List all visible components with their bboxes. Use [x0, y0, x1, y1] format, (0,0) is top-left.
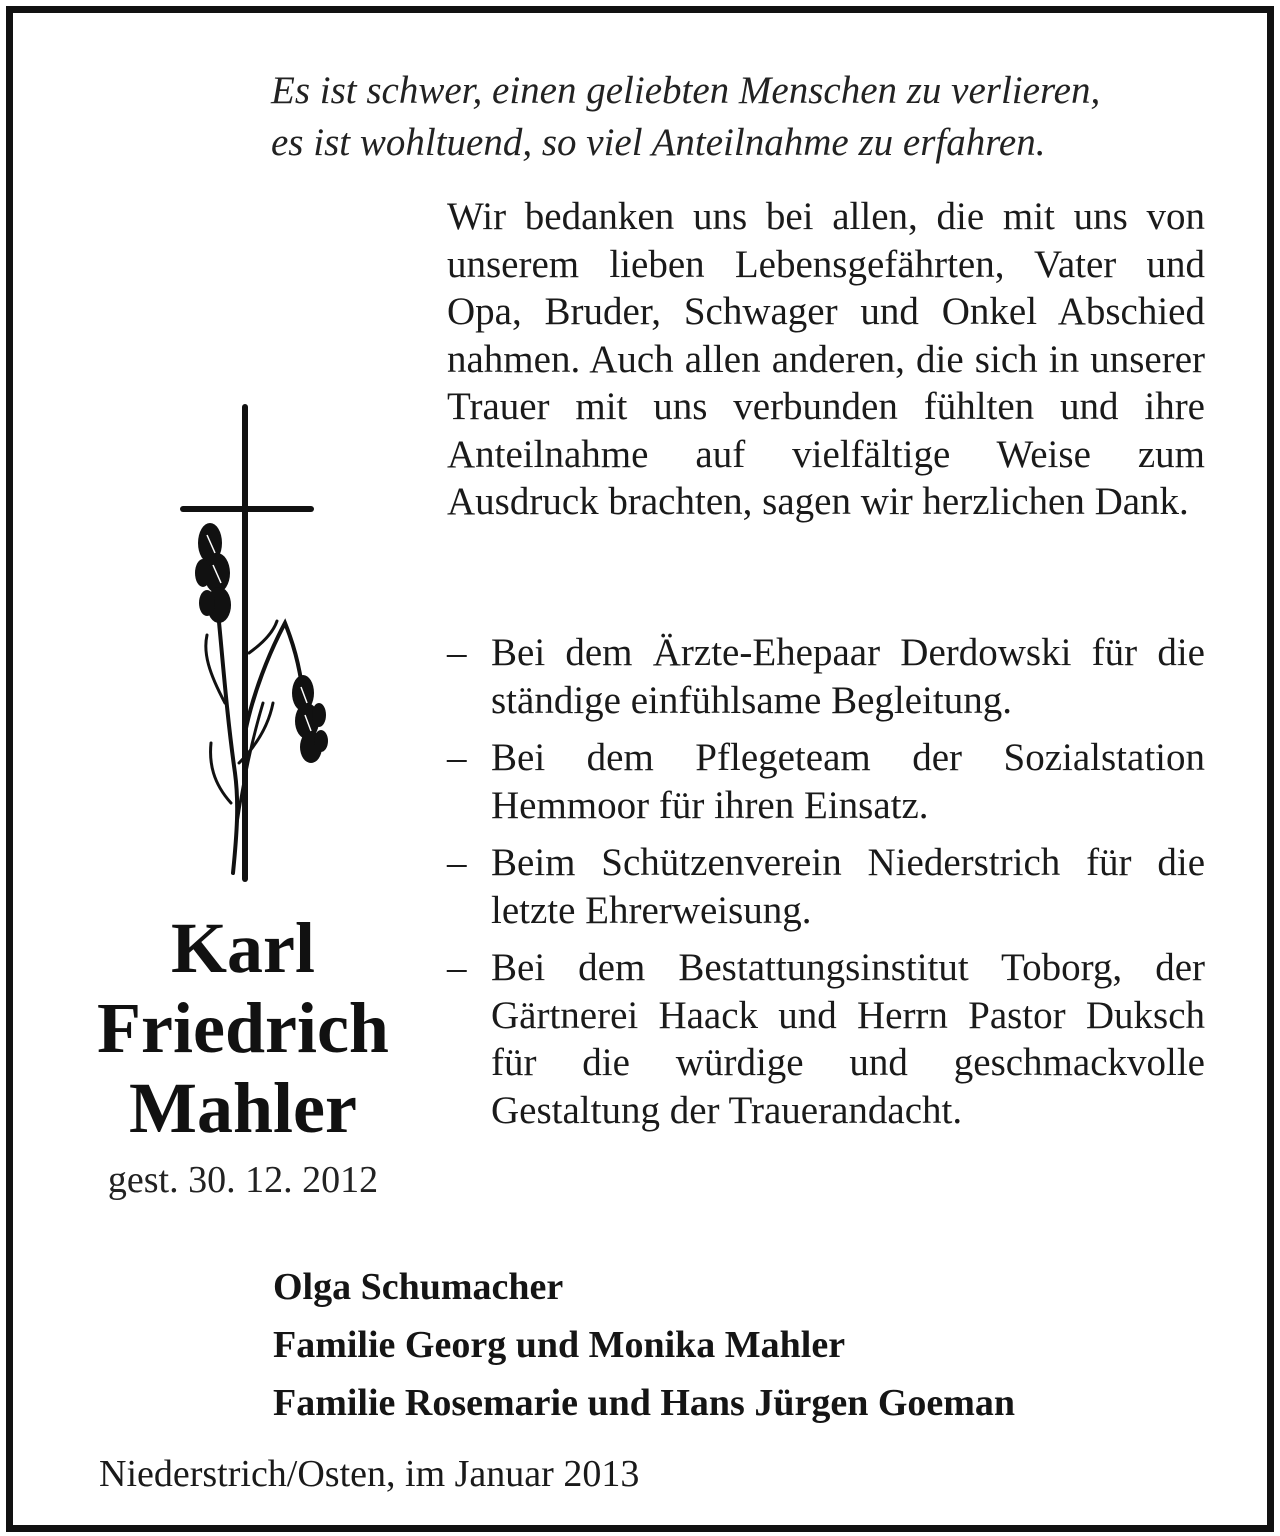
deceased-middle-name: Friedrich [97, 988, 389, 1068]
family-signatures [273, 1258, 1233, 1432]
thank-you-text: Wir bedanken uns bei allen, die mit uns von unserem lieben Lebensgefährten, Vater und Opa, Bruder, Schwager und Onkel Abschied nahmen. Auch allen anderen, die sich in unserer Trauer mit uns verbunden fühlten und ihre Anteilnahme auf vielfältige Weise zum Ausdruck brachten, sagen wir herzlichen Dank. [447, 195, 1205, 523]
list-item-text: Bei dem Bestattungsinstitut Toborg, der Gärtnerei Haack und Herrn Pastor Duksch für die würdige und geschmackvolle Gestaltung der Trauerandacht. [491, 946, 1205, 1132]
thanks-list [447, 629, 1205, 1144]
deceased-last-name: Mahler [129, 1068, 357, 1148]
list-item-text: Bei dem Ärzte-Ehepaar Derdowski für die ständige einfühlsame Begleitung. [491, 631, 1205, 722]
family-member-3: Familie Rosemarie und Hans Jürgen Goeman [273, 1382, 1016, 1424]
list-item-text: Beim Schützenverein Niederstrich für die letzte Ehrerweisung. [491, 841, 1205, 932]
place-and-date: Niederstrich/Osten, im Januar 2013 [99, 1453, 640, 1495]
deceased-first-name: Karl [171, 908, 315, 988]
deceased-name-block [43, 908, 443, 1202]
list-dash: – [447, 946, 467, 989]
list-item [447, 839, 1205, 934]
list-dash: – [447, 631, 467, 674]
obituary-notice [6, 6, 1274, 1532]
list-item [447, 944, 1205, 1134]
list-dash: – [447, 736, 467, 779]
list-item-text: Bei dem Pflegeteam der Sozialstation Hemmoor für ihren Einsatz. [491, 736, 1205, 827]
death-date: gest. 30. 12. 2012 [107, 1159, 379, 1201]
motto-line-1: Es ist schwer, einen geliebten Menschen zu verlieren, [271, 69, 1101, 112]
motto [271, 65, 1211, 169]
cross-with-wheat-icon [173, 403, 333, 885]
list-item [447, 734, 1205, 829]
family-member-2: Familie Georg und Monika Mahler [273, 1324, 846, 1366]
list-dash: – [447, 841, 467, 884]
motto-line-2: es ist wohltuend, so viel Anteilnahme zu erfahren. [271, 121, 1046, 164]
family-member-1: Olga Schumacher [273, 1266, 564, 1308]
list-item [447, 629, 1205, 724]
